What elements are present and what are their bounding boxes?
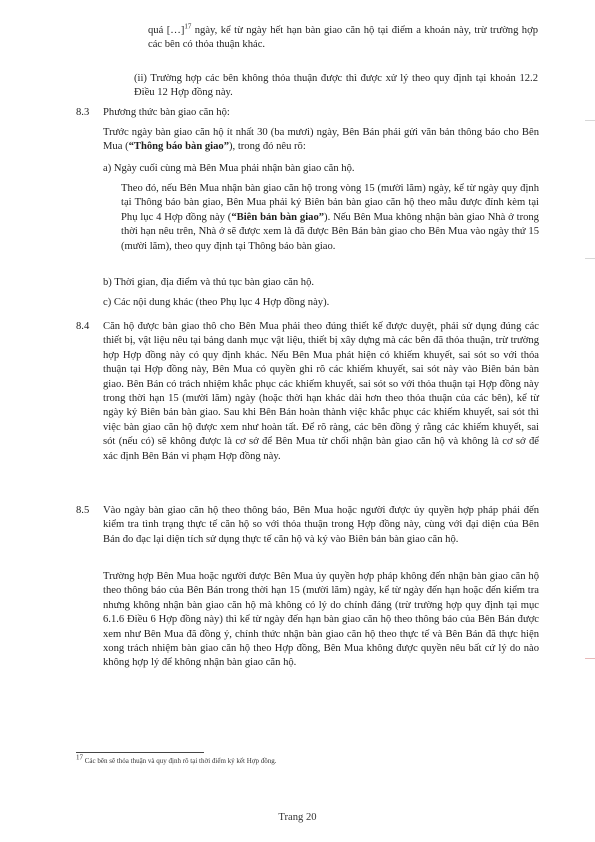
section-8-5-paragraph-1: Vào ngày bàn giao căn hộ theo thông báo, Bên Mua hoặc người được ủy quyền hợp pháp phải đến kiểm tra tình trạng thực tế căn hộ so với thỏa thuận trong Hợp đồng này, cùng với đại diện của Bên Bán đo đạc lại diện tích sử dụng thực tế căn hộ và ký vào Biên bản bàn giao căn hộ. [103, 505, 539, 545]
footnote: $^{17}$ Các bên sẽ thỏa thuận và quy định rõ tại thời điểm ký kết Hợp đồng. [76, 753, 277, 765]
item-b: b) Thời gian, địa điểm và thủ tục bàn giao căn hộ. [103, 277, 315, 288]
scan-edge-mark [585, 120, 595, 121]
section-8-5-paragraph-2: Trường hợp Bên Mua hoặc người được Bên Mua ủy quyền hợp pháp không đến nhận bàn giao căn hộ theo thông báo của Bên Bán trong thời hạn 15 (mười lăm) ngày, kể từ ngày đến hạn hoặc đến kiểm tra nhưng không nhận bàn giao căn hộ mà không có lý do chính đáng (trừ trường hợp quy định tại mục 6.1.6 Điều 6 Hợp đồng này) thì kể từ ngày đến hạn bàn giao căn hộ theo thông báo của Bên Bán được xem như Bên Mua đã đồng ý, chính thức nhận bàn giao căn hộ theo thực tế và Bên Bán đã thực hiện xong trách nhiệm bàn giao căn hộ theo Hợp đồng, Bên Mua không được quyền nêu bất cứ lý do nào không hợp lý để không nhận bàn giao căn hộ. [103, 571, 539, 669]
item-c: c) Các nội dung khác (theo Phụ lục 4 Hợp đồng này). [103, 297, 330, 308]
intro-paragraph: quá […]$^{17}$ ngày, kể từ ngày hết hạn bàn giao căn hộ tại điểm a khoản này, trừ trường hợp các bên có thỏa thuận khác. [148, 22, 538, 51]
section-number-8-5: 8.5 [76, 505, 90, 516]
section-number-8-3: 8.3 [76, 107, 90, 118]
scan-edge-mark [585, 258, 595, 259]
footnote-ref: 17 [184, 22, 192, 31]
footnote-rule [76, 752, 204, 753]
section-number-8-4: 8.4 [76, 321, 90, 332]
item-a: a) Ngày cuối cùng mà Bên Mua phải nhận bàn giao căn hộ. [103, 163, 355, 174]
item-ii: (ii) Trường hợp các bên không thỏa thuận được thì được xử lý theo quy định tại khoản 12.2 Điều 12 Hợp đồng này. [134, 73, 538, 99]
scan-edge-mark [585, 658, 595, 659]
page-number: Trang 20 [278, 812, 317, 823]
section-8-4-text: Căn hộ được bàn giao thô cho Bên Mua phải theo đúng thiết kế được duyệt, phải sử dụng đúng các thiết bị, vật liệu nêu tại bảng danh mục vật liệu, thiết bị xây dựng mà các bên đã thỏa thuận, trừ trường hợp Hợp đồng này có quy định khác. Nếu Bên Mua phát hiện có khiếm khuyết, sai sót so với thỏa thuận tại Hợp đồng này, Bên Mua có quyền ghi rõ các khiếm khuyết, sai sót này vào Biên bản bàn giao. Bên Bán có trách nhiệm khắc phục các khiếm khuyết, sai sót so với thỏa thuận tại Hợp đồng này trong thời hạn 15 (mười lăm) ngày (hoặc thời hạn khác dài hơn theo thỏa thuận của các bên), kể từ ngày ký Biên bản bàn giao. Sau khi Bên Bán hoàn thành việc khắc phục các khiếm khuyết, sai sót thì việc bàn giao căn hộ được xem như hoàn tất. Để rõ ràng, các bên đồng ý rằng các khiếm khuyết, sai sót (nếu có) sẽ không được là cơ sở để Bên Mua từ chối nhận bàn giao căn hộ và không là cơ sở để xác định Bên Bán vi phạm Hợp đồng này. [103, 321, 539, 462]
item-a-detail: Theo đó, nếu Bên Mua nhận bàn giao căn hộ trong vòng 15 (mười lăm) ngày, kể từ ngày quy định tại Thông báo bàn giao, Bên Mua phải ký Biên bản bàn giao căn hộ theo mẫu được đính kèm tại Phụ lục 4 Hợp đồng này (“Biên bản bàn giao”). Nếu Bên Mua không nhận bàn giao Nhà ở trong thời hạn nêu trên, Nhà ở sẽ được xem là đã được Bên Bán bàn giao cho Bên Mua vào ngày thứ 15 (mười lăm), theo quy định tại Thông báo bàn giao. [121, 183, 539, 252]
section-8-3-title: Phương thức bàn giao căn hộ: [103, 107, 230, 118]
section-8-3-intro: Trước ngày bàn giao căn hộ ít nhất 30 (ba mươi) ngày, Bên Bán phải gửi văn bản thông báo cho Bên Mua (“Thông báo bàn giao”), trong đó nêu rõ: [103, 127, 539, 153]
